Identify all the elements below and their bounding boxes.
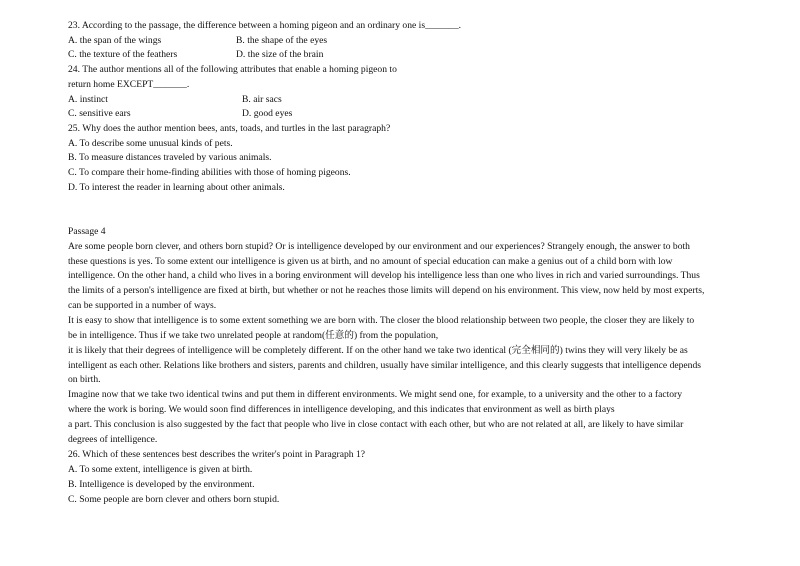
q26-option-a: A. To some extent, intelligence is given at birth. — [68, 464, 253, 475]
q25-option-a: A. To describe some unusual kinds of pets. — [68, 138, 233, 149]
q23-option-a: A. the span of the wings — [68, 35, 162, 46]
paragraph1-line: intelligence. On the other hand, a child who lives in a boring environment will develop his intelligence less than one who lives in rich and varied surroundings. Thus — [68, 270, 700, 281]
q25-option-c: C. To compare their home-finding abilities with those of homing pigeons. — [68, 167, 351, 178]
q25-option-d: D. To interest the reader in learning about other animals. — [68, 182, 285, 193]
paragraph3-line: a part. This conclusion is also suggested by the fact that people who live in close contact with each other, but who are not related at all, are likely to have similar — [68, 419, 684, 430]
paragraph3-line: where the work is boring. We would soon find differences in intelligence developing, and this indicates that environment as well as birth plays — [68, 404, 615, 415]
q23-option-d: D. the size of the brain — [236, 49, 324, 60]
q24-option-c: C. sensitive ears — [68, 108, 131, 119]
q24-option-b: B. air sacs — [242, 94, 282, 105]
paragraph2-line: be in intelligence. Thus if we take two unrelated people at random(任意的) from the population, — [68, 330, 439, 341]
paragraph1-line: these questions is yes. To some extent our intelligence is given us at birth, and no amount of special education can make a genius out of a child born with low — [68, 256, 673, 267]
q26-stem: 26. Which of these sentences best describes the writer's point in Paragraph 1? — [68, 449, 366, 460]
q24-stem-line2: return home EXCEPT_______. — [68, 79, 190, 90]
q23-option-c: C. the texture of the feathers — [68, 49, 178, 60]
q23-option-b: B. the shape of the eyes — [236, 35, 328, 46]
paragraph3-line: Imagine now that we take two identical twins and put them in different environments. We might send one, for example, to a university and the other to a factory — [68, 389, 683, 400]
paragraph2-line: intelligent as each other. Relations like brothers and sisters, parents and children, usually have similar intelligence, and this clearly suggests that intelligence depends — [68, 360, 702, 371]
paragraph1-line: can be supported in a number of ways. — [68, 300, 217, 311]
paragraph1-line: Are some people born clever, and others born stupid? Or is intelligence developed by our environment and our experiences? Strangely enough, the answer to both — [68, 241, 690, 252]
paragraph2-line: on birth. — [68, 374, 101, 385]
paragraph1-line: the limits of a person's intelligence are fixed at birth, but whether or not he reaches those limits will depend on his environment. This view, now held by most experts, — [68, 285, 705, 296]
paragraph2-line: it is likely that their degrees of intelligence will be completely different. If on the other hand we take two identical (完全相同的) twins they will very likely be as — [68, 345, 688, 356]
q26-option-b: B. Intelligence is developed by the environment. — [68, 479, 255, 490]
q23-stem: 23. According to the passage, the difference between a homing pigeon and an ordinary one is_______. — [68, 20, 462, 31]
q24-option-a: A. instinct — [68, 94, 108, 105]
q24-stem-line1: 24. The author mentions all of the following attributes that enable a homing pigeon to — [68, 64, 397, 75]
passage4-heading: Passage 4 — [68, 226, 106, 237]
q25-stem: 25. Why does the author mention bees, ants, toads, and turtles in the last paragraph? — [68, 123, 391, 134]
q25-option-b: B. To measure distances traveled by various animals. — [68, 152, 272, 163]
paragraph2-line: It is easy to show that intelligence is to some extent something we are born with. The closer the blood relationship between two people, the closer they are likely to — [68, 315, 695, 326]
q26-option-c: C. Some people are born clever and others born stupid. — [68, 494, 280, 505]
paragraph3-line: degrees of intelligence. — [68, 434, 158, 445]
q24-option-d: D. good eyes — [242, 108, 293, 119]
